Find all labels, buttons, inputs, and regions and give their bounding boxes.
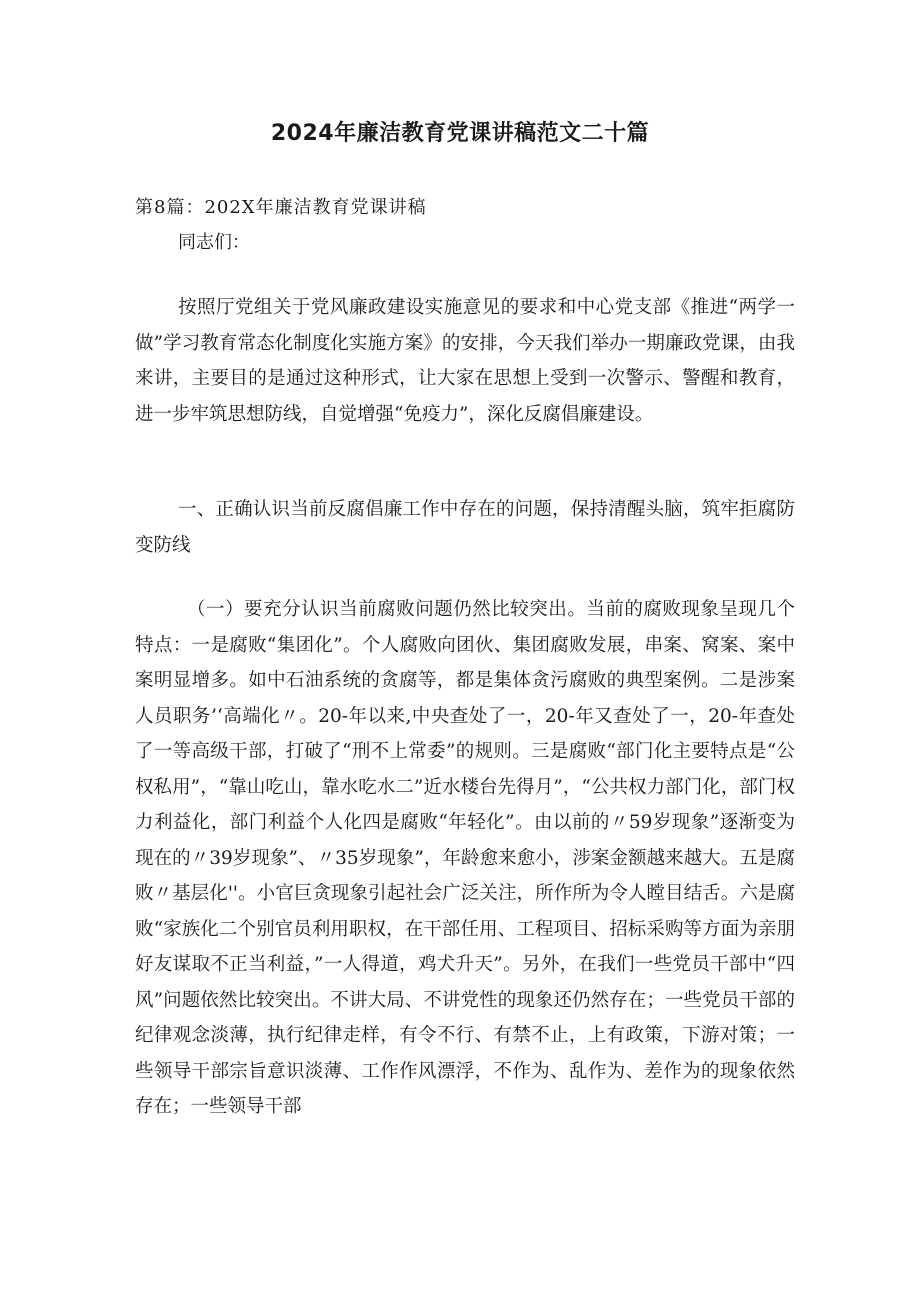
paragraph-body: （一）要充分认识当前腐败问题仍然比较突出。当前的腐败现象呈现几个特点：一是腐败“集团化”。个人腐败向团伙、集团腐败发展，串案、窝案、案中案明显增多。如中石油系统的贪腐等，都是集体贪污腐败的典型案例。二是涉案人员职务’‘高端化〃。20-年以来,中央查处了一，20-年又查处了一，20-年查处了一等高级干部，打破了“刑不上常委”的规则。三是腐败“部门化主要特点是“公权私用”，“靠山吃山，靠水吃水二”近水楼台先得月”，“公共权力部门化，部门权力利益化，部门利益个人化四是腐败“年轻化”。由以前的〃59岁现象”逐渐变为现在的〃39岁现象”、〃35岁现象”，年龄愈来愈小，涉案金额越来越大。五是腐败〃基层化''。小官巨贪现象引起社会广泛关注，所作所为令人瞠目结舌。六是腐败“家族化二个别官员利用职权，在干部任用、工程项目、招标采购等方面为亲朋好友谋取不正当利益，”一人得道，鸡犬升天”。另外，在我们一些党员干部中“四风”问题依然比较突出。不讲大局、不讲党性的现象还仍然存在；一些党员干部的纪律观念淡薄，执行纪律走样，有令不行、有禁不止，上有政策，下游对策；一些领导干部宗旨意识淡薄、工作作风漂浮，不作为、乱作为、差作为的现象依然存在；一些领导干部 xyxy=(135,599,795,1117)
section-heading: 一、正确认识当前反腐倡廉工作中存在的问题，保持清醒头脑，筑牢拒腐防变防线 xyxy=(135,499,795,556)
document-title: 2024年廉洁教育党课讲稿范文二十篇 xyxy=(270,121,650,146)
greeting: 同志们： xyxy=(178,232,250,253)
paragraph-intro: 按照厅党组关于党风廉政建设实施意见的要求和中心党支部《推进“两学一做”学习教育常态化制度化实施方案》的安排，今天我们举办一期廉政党课，由我来讲，主要目的是通过这种形式，让大家在思想上受到一次警示、警醒和教育，进一步牢筑思想防线，自觉增强“免疫力”，深化反腐倡廉建设。 xyxy=(135,297,795,425)
chapter-heading: 第8篇：202X年廉洁教育党课讲稿 xyxy=(135,197,427,218)
